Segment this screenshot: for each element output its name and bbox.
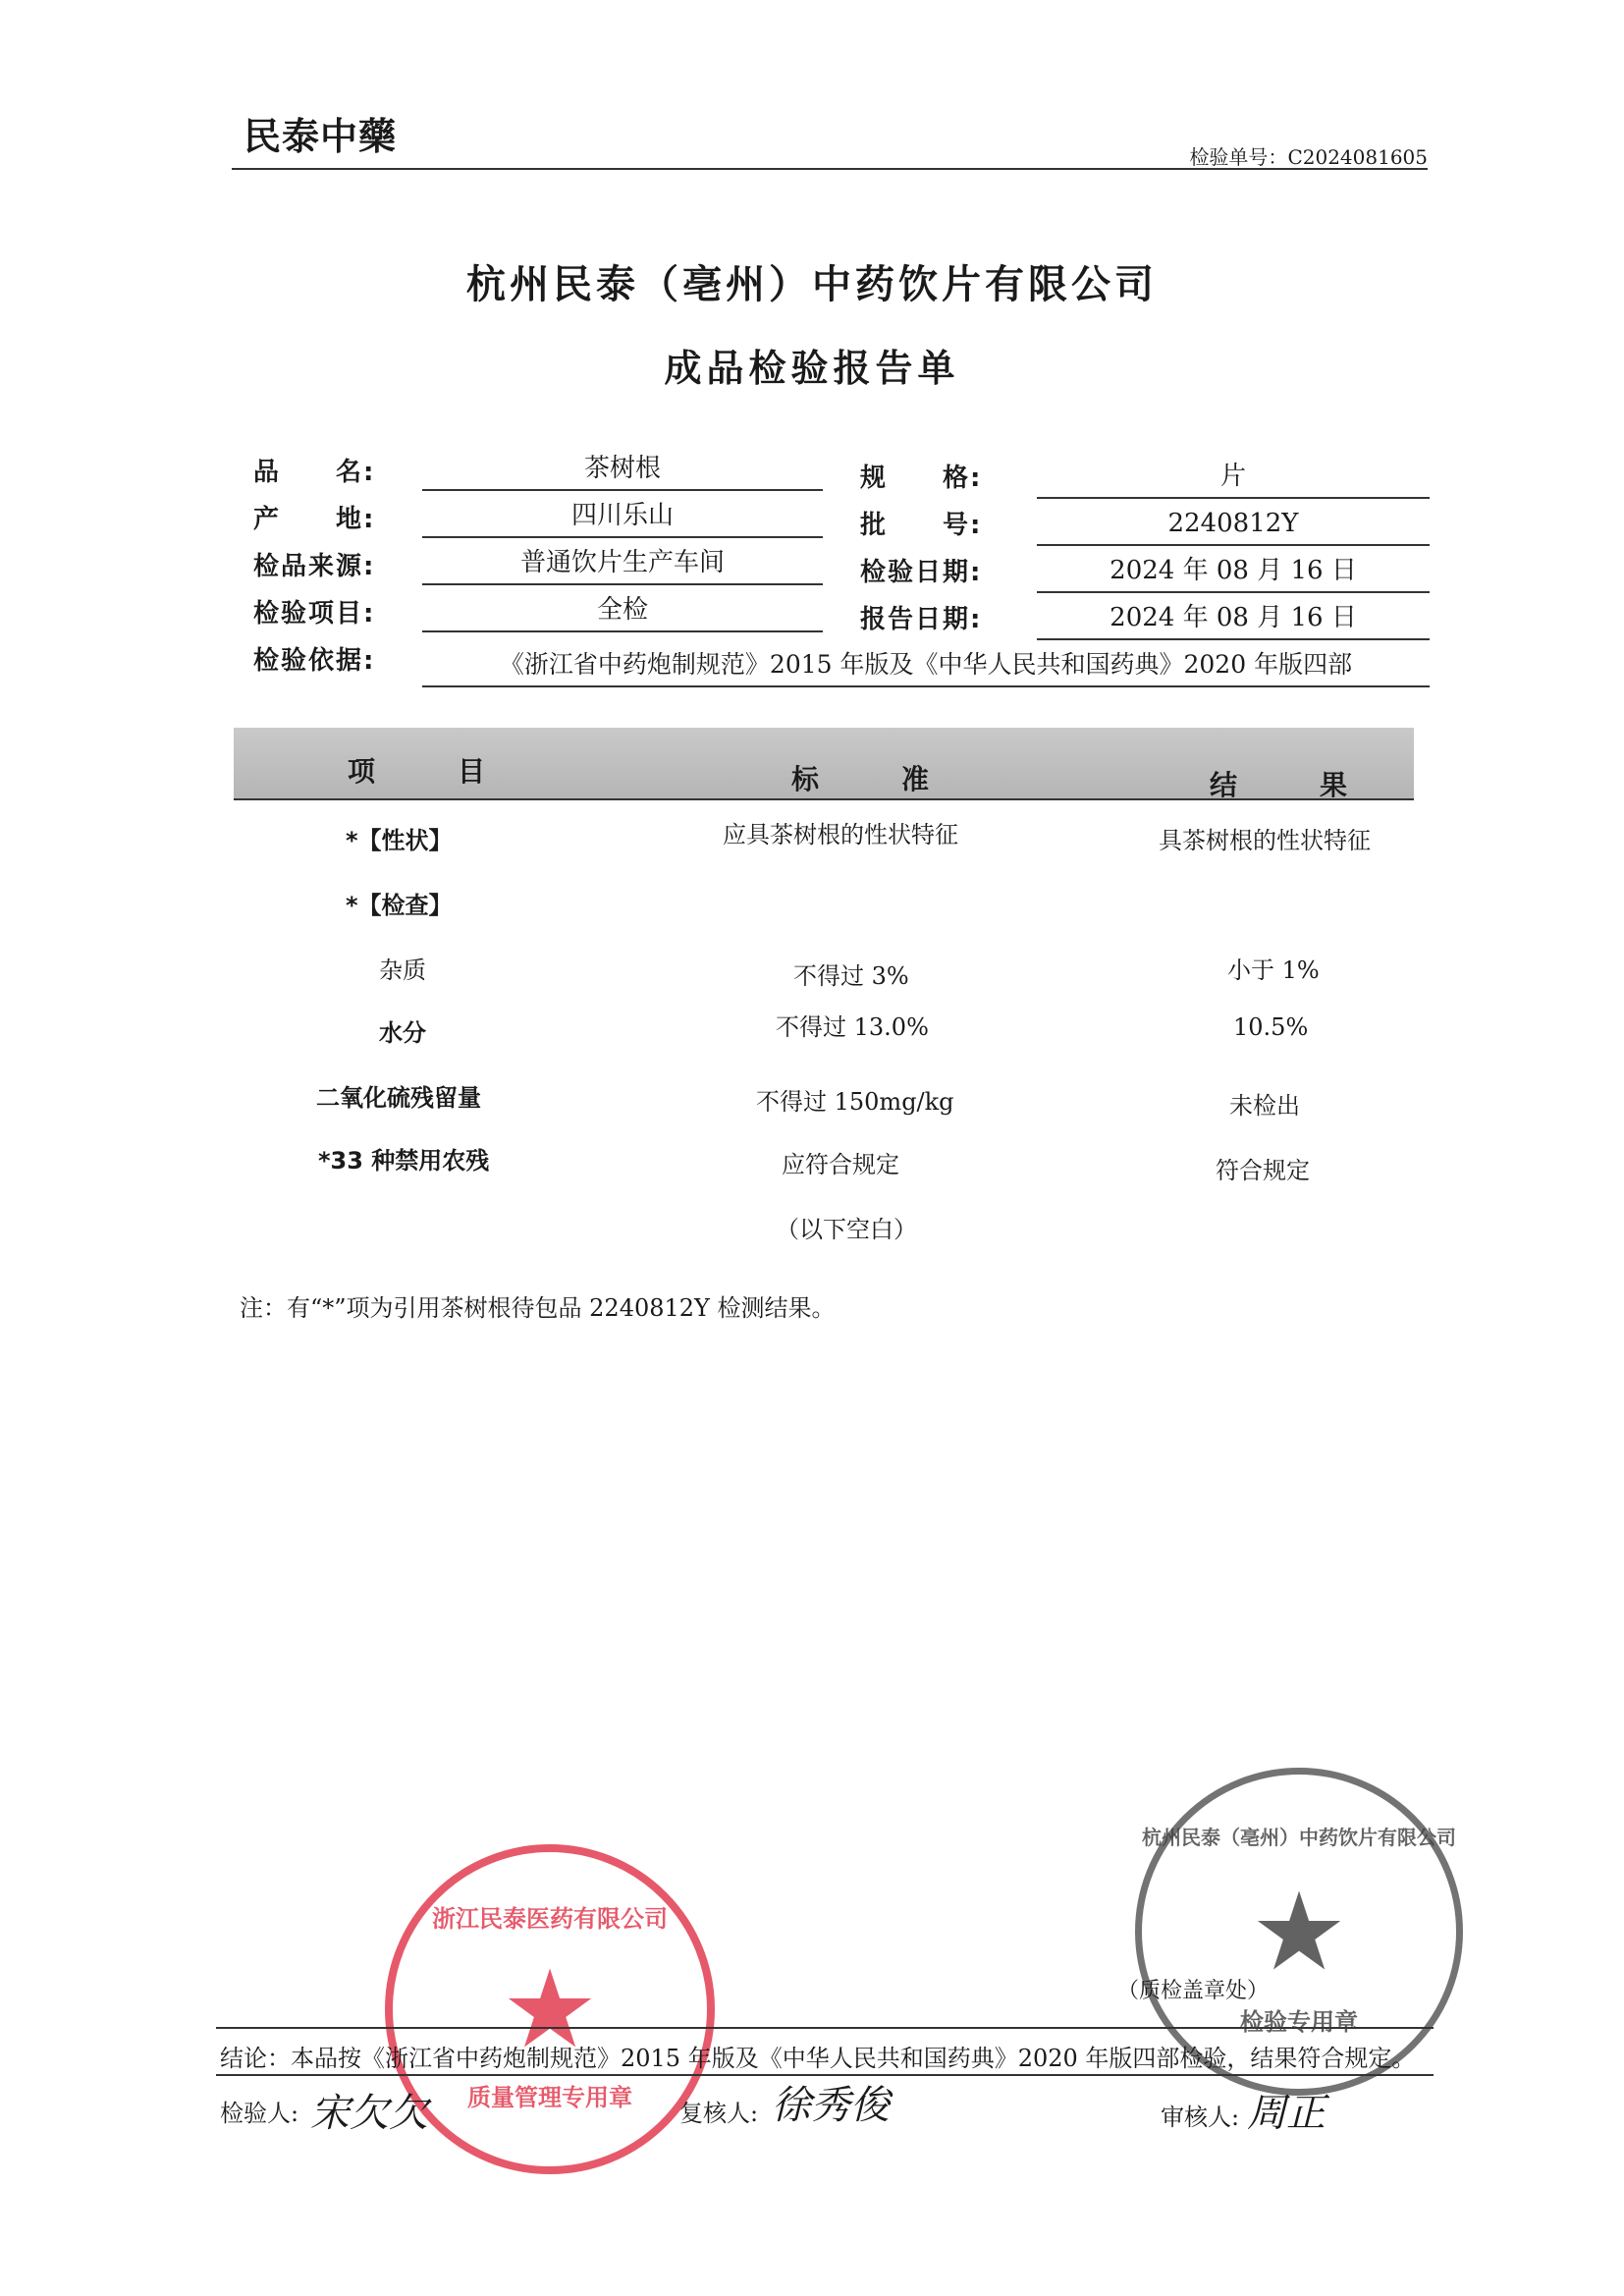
table-row-standard: 不得过 150mg/kg — [756, 1088, 954, 1116]
report-title: 成品检验报告单 — [664, 347, 960, 390]
table-row-item: *【检查】 — [346, 892, 453, 919]
origin-value: 四川乐山 — [422, 497, 823, 538]
inspector-signature: 宋欠欠 — [310, 2091, 428, 2136]
report-date-value: 2024 年 08 月 16 日 — [1037, 599, 1430, 640]
doc-no-label: 检验单号： — [1189, 145, 1288, 169]
table-row-result: 符合规定 — [1216, 1157, 1310, 1184]
gray-seal-text: 杭州民泰（亳州）中药饮片有限公司 — [1142, 1826, 1456, 1849]
name-label: 品 名: — [253, 458, 376, 487]
table-row-standard: 不得过 13.0% — [776, 1013, 929, 1041]
star-icon: ★ — [1250, 1869, 1348, 1995]
table-row-result: 10.5% — [1233, 1013, 1309, 1041]
blank-below-note: （以下空白） — [776, 1216, 917, 1243]
approver-signature: 周正 — [1247, 2091, 1326, 2136]
items-value: 全检 — [422, 591, 823, 632]
batch-label: 批 号: — [860, 511, 983, 540]
red-seal-subtext: 质量管理专用章 — [467, 2084, 632, 2111]
approver-label: 审核人: — [1161, 2104, 1240, 2131]
table-row-item: *【性状】 — [346, 827, 453, 854]
origin-label: 产 地: — [253, 505, 376, 534]
table-row-result: 小于 1% — [1227, 957, 1320, 984]
name-value: 茶树根 — [422, 450, 823, 491]
table-row-standard: 应符合规定 — [782, 1151, 899, 1178]
batch-value: 2240812Y — [1037, 505, 1430, 546]
stamp-placement-note: （质检盖章处） — [1117, 1979, 1270, 2003]
spec-value: 片 — [1037, 458, 1430, 499]
table-row-result: 具茶树根的性状特征 — [1159, 827, 1371, 854]
table-row-item: *33 种禁用农残 — [318, 1147, 490, 1175]
company-name: 杭州民泰（亳州）中药饮片有限公司 — [466, 262, 1158, 307]
col-header-result: 结 果 — [1210, 769, 1376, 801]
source-value: 普通饮片生产车间 — [422, 544, 823, 585]
table-row-standard: 应具茶树根的性状特征 — [723, 821, 958, 848]
reviewer-signature: 徐秀俊 — [772, 2083, 890, 2128]
col-header-standard: 标 准 — [791, 763, 957, 795]
test-date-value: 2024 年 08 月 16 日 — [1037, 552, 1430, 593]
table-row-item: 杂质 — [379, 957, 426, 984]
red-seal-text: 浙江民泰医药有限公司 — [432, 1905, 668, 1933]
col-header-item: 项 目 — [348, 755, 514, 788]
items-label: 检验项目: — [253, 599, 376, 629]
spec-label: 规 格: — [860, 464, 983, 493]
conclusion-top-rule — [216, 2027, 1434, 2029]
footnote: 注：有“*”项为引用茶树根待包品 2240812Y 检测结果。 — [240, 1294, 836, 1322]
document-number — [1189, 141, 1428, 170]
company-logo: 民泰中藥 — [244, 115, 398, 158]
report-date-label: 报告日期: — [860, 605, 983, 634]
header-divider — [232, 168, 1428, 170]
table-row-result: 未检出 — [1229, 1092, 1300, 1120]
gray-seal-subtext: 检验专用章 — [1240, 2008, 1358, 2036]
table-row-item: 二氧化硫残留量 — [316, 1084, 481, 1112]
table-row-standard: 不得过 3% — [793, 962, 909, 990]
doc-no-value: C2024081605 — [1287, 145, 1428, 169]
table-row-item: 水分 — [379, 1019, 426, 1047]
inspector-label: 检验人: — [220, 2100, 299, 2127]
star-icon: ★ — [501, 1946, 599, 2072]
source-label: 检品来源: — [253, 552, 376, 581]
red-quality-seal — [385, 1844, 715, 2174]
conclusion-text: 结论：本品按《浙江省中药炮制规范》2015 年版及《中华人民共和国药典》2020 年版四部检验，结果符合规定。 — [220, 2045, 1416, 2072]
test-date-label: 检验日期: — [860, 558, 983, 587]
reviewer-label: 复核人: — [679, 2100, 759, 2127]
basis-value: 《浙江省中药炮制规范》2015 年版及《中华人民共和国药典》2020 年版四部 — [422, 646, 1430, 687]
basis-label: 检验依据: — [253, 646, 376, 676]
